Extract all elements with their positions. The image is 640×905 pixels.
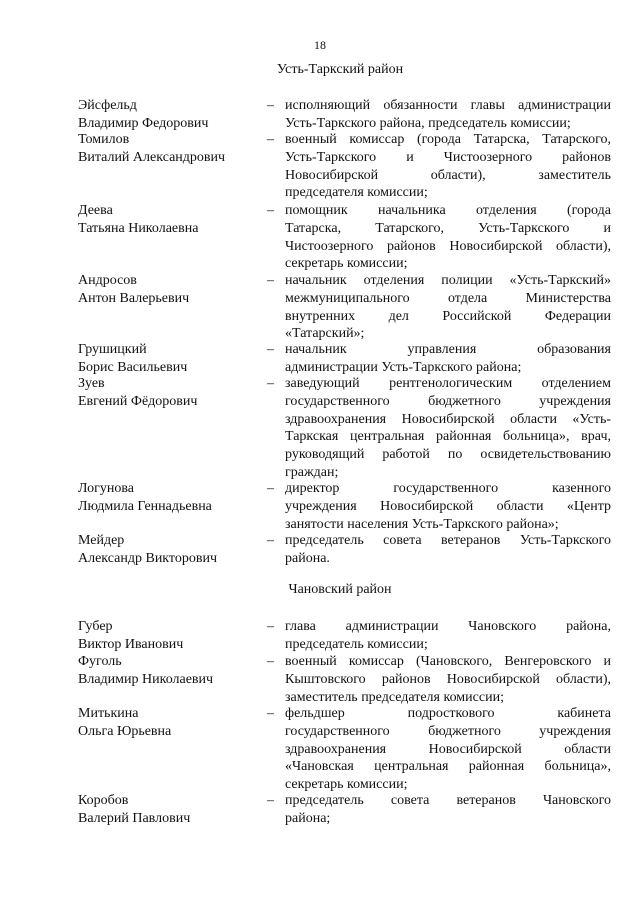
member-surname: Мейдер [78, 533, 125, 548]
member-given-names: Борис Васильевич [78, 359, 188, 375]
member-name [78, 202, 268, 238]
member-surname: Андросов [78, 273, 137, 288]
member-given-names: Антон Валерьевич [78, 290, 190, 306]
member-given-names: Валерий Павлович [78, 810, 191, 826]
dash-separator: – [267, 342, 274, 357]
dash-separator: – [267, 203, 274, 218]
member-position [285, 792, 611, 828]
member-entry [0, 97, 640, 131]
member-entry [0, 272, 640, 342]
member-name [78, 97, 268, 133]
member-given-names: Виктор Иванович [78, 636, 184, 652]
position-line: глава администрации Чановского района, [285, 619, 611, 634]
member-position [285, 97, 611, 133]
member-surname: Коробов [78, 793, 129, 808]
position-line: межмуниципального отдела Министерства [285, 290, 611, 306]
member-name [78, 705, 268, 741]
member-surname: Деева [78, 203, 113, 218]
position-line: внутренних дел Российской Федерации [285, 308, 611, 324]
member-name [78, 341, 268, 377]
member-surname: Зуев [78, 376, 105, 391]
position-line: Усть-Таркского и Чистоозерного районов [285, 149, 611, 165]
position-line: помощник начальника отделения (города [285, 203, 611, 218]
position-line: Чистоозерного районов Новосибирской области), [285, 238, 611, 254]
section-heading-ust-tarka: Усть-Таркский район [276, 62, 404, 77]
member-entry [0, 705, 640, 793]
member-entry [0, 131, 640, 201]
member-name [78, 653, 268, 689]
position-line: «Чановская центральная районная больница», [285, 759, 611, 775]
member-position [285, 618, 611, 654]
dash-separator: – [267, 481, 274, 496]
member-position [285, 341, 611, 377]
position-line: Татарска, Татарского, Усть-Таркского и [285, 220, 611, 236]
member-given-names: Татьяна Николаевна [78, 220, 199, 236]
dash-separator: – [267, 654, 274, 669]
member-position [285, 272, 611, 343]
member-position [285, 375, 611, 482]
position-line: военный комиссар (города Татарска, Татарского, [285, 132, 611, 147]
position-line: начальник управления образования [285, 342, 611, 357]
member-position [285, 532, 611, 568]
dash-separator: – [267, 376, 274, 391]
position-line: заведующий рентгенологическим отделением [285, 376, 611, 391]
member-given-names: Людмила Геннадьевна [78, 498, 212, 514]
member-surname: Митькина [78, 706, 139, 721]
member-entry [0, 375, 640, 480]
page-number: 18 [314, 38, 326, 52]
position-line: Усть-Таркского района, председатель комиссии; [285, 115, 571, 131]
member-name [78, 792, 268, 828]
dash-separator: – [267, 132, 274, 147]
member-name [78, 131, 268, 167]
position-line: государственного бюджетного учреждения [285, 723, 611, 739]
position-line: председатель совета ветеранов Усть-Таркского [285, 533, 611, 548]
position-line: председатель комиссии; [285, 636, 428, 652]
position-line: Кыштовского районов Новосибирской области), [285, 671, 611, 687]
position-line: руководящий работой по освидетельствованию [285, 447, 611, 463]
dash-separator: – [267, 706, 274, 721]
member-surname: Томилов [78, 132, 130, 147]
position-line: директор государственного казенного [285, 481, 611, 496]
dash-separator: – [267, 533, 274, 548]
dash-separator: – [267, 619, 274, 634]
position-line: здравоохранения Новосибирской области [285, 741, 611, 757]
member-name [78, 480, 268, 516]
member-entry [0, 202, 640, 272]
member-position [285, 705, 611, 794]
member-given-names: Евгений Фёдорович [78, 393, 198, 409]
position-line: района; [285, 810, 331, 826]
member-position [285, 131, 611, 202]
member-surname: Логунова [78, 481, 135, 496]
member-entry [0, 341, 640, 375]
member-given-names: Виталий Александрович [78, 149, 226, 165]
position-line: заместитель председателя комиссии; [285, 689, 504, 705]
position-line: фельдшер подросткового кабинета [285, 706, 611, 721]
position-line: исполняющий обязанности главы администрации [285, 98, 611, 113]
position-line: Новосибирской области), заместитель [285, 167, 611, 183]
position-line: Таркская центральная районная больница», врач, [285, 429, 611, 445]
dash-separator: – [267, 273, 274, 288]
position-line: занятости населения Усть-Таркского района»; [285, 516, 559, 532]
member-position [285, 653, 611, 706]
dash-separator: – [267, 98, 274, 113]
position-line: граждан; [285, 464, 339, 480]
position-line: государственного бюджетного учреждения [285, 393, 611, 409]
member-surname: Эйсфельд [78, 98, 137, 113]
member-surname: Губер [78, 619, 113, 634]
member-given-names: Владимир Николаевич [78, 671, 214, 687]
position-line: «Татарский»; [285, 326, 365, 342]
member-entry [0, 532, 640, 566]
member-position [285, 202, 611, 273]
position-line: района. [285, 550, 330, 566]
member-surname: Фуголь [78, 654, 122, 669]
member-name [78, 272, 268, 308]
position-line: учреждения Новосибирской области «Центр [285, 498, 611, 514]
member-given-names: Александр Викторович [78, 550, 218, 566]
member-name [78, 532, 268, 568]
position-line: председателя комиссии; [285, 185, 428, 201]
member-position [285, 480, 611, 533]
member-entry [0, 653, 640, 705]
member-given-names: Ольга Юрьевна [78, 723, 172, 739]
member-entry [0, 618, 640, 652]
member-name [78, 618, 268, 654]
member-given-names: Владимир Федорович [78, 115, 209, 131]
member-surname: Грушицкий [78, 342, 147, 357]
position-line: секретарь комиссии; [285, 777, 408, 793]
position-line: секретарь комиссии; [285, 256, 408, 272]
position-line: военный комиссар (Чановского, Венгеровского и [285, 654, 611, 669]
position-line: администрации Усть-Таркского района; [285, 359, 522, 375]
member-entry [0, 480, 640, 532]
position-line: здравоохранения Новосибирской области «Усть- [285, 411, 611, 427]
section-heading-chany: Чановский район [288, 582, 392, 597]
position-line: председатель совета ветеранов Чановского [285, 793, 611, 808]
dash-separator: – [267, 793, 274, 808]
member-entry [0, 792, 640, 826]
member-name [78, 375, 268, 411]
position-line: начальник отделения полиции «Усть-Таркский» [285, 273, 611, 288]
